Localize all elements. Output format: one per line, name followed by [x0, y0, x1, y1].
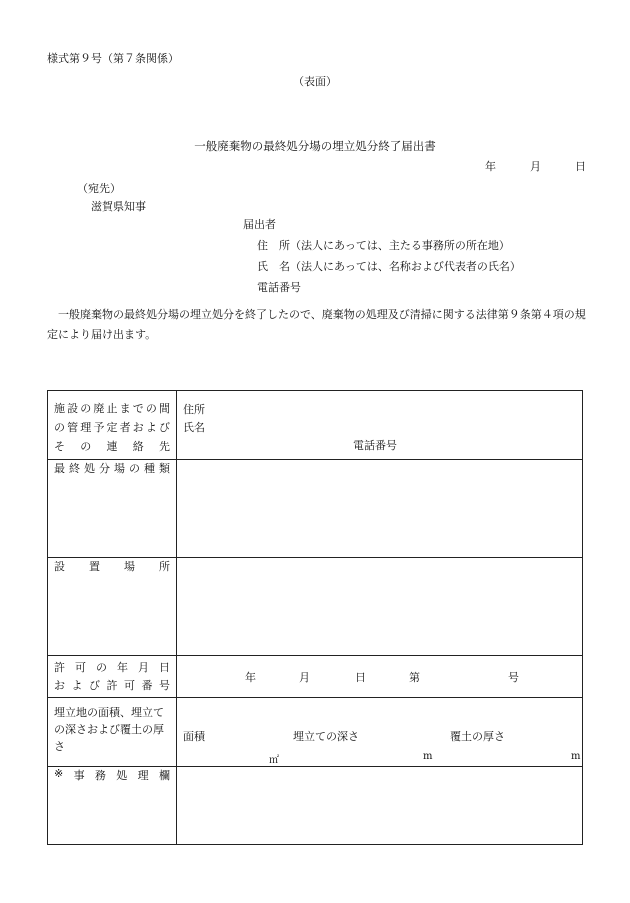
- label-permit: [48, 656, 177, 698]
- form-number: 様式第９号（第７条関係）: [47, 52, 179, 65]
- date-year: 年: [485, 160, 496, 173]
- contact-name-label: 氏名: [183, 421, 205, 434]
- label-line: そ の 連 絡 先: [54, 440, 170, 453]
- addressee-prefix: （宛先）: [77, 182, 121, 195]
- cover-unit: m: [571, 751, 581, 762]
- permit-day: 日: [355, 671, 366, 684]
- permit-year: 年: [245, 671, 256, 684]
- row-permit: [48, 656, 583, 698]
- applicant-address-label: 住 所（法人にあっては、主たる事務所の所在地）: [257, 239, 510, 252]
- field-landfill-type[interactable]: [177, 460, 583, 558]
- notification-form-table: [47, 390, 583, 845]
- field-permit[interactable]: [177, 656, 583, 698]
- contact-address-label: 住所: [183, 403, 205, 416]
- label-caretaker-contact: [48, 391, 177, 460]
- document-title: 一般廃棄物の最終処分場の埋立処分終了届出書: [194, 139, 436, 153]
- permit-number-prefix: 第: [409, 671, 420, 684]
- permit-number-suffix: 号: [508, 671, 519, 684]
- label-line: 許 可 の 年 月 日: [54, 661, 170, 674]
- applicant-name-label: 氏 名（法人にあっては、名称および代表者の氏名）: [257, 260, 521, 273]
- addressee-governor: 滋賀県知事: [91, 200, 146, 213]
- label-landfill-type: [48, 460, 177, 558]
- label-location: [48, 558, 177, 656]
- area-label: 面積: [183, 730, 205, 743]
- contact-tel-label: 電話番号: [353, 439, 397, 452]
- label-line: 施 設 の 廃 止 ま で の 間: [54, 402, 170, 415]
- field-location[interactable]: [177, 558, 583, 656]
- row-caretaker-contact: [48, 391, 583, 460]
- submission-date: [485, 158, 586, 174]
- label-line: の 管 理 予 定 者 お よ び: [54, 421, 170, 434]
- row-office-use: [48, 767, 583, 845]
- depth-label: 埋立ての深さ: [293, 730, 359, 743]
- label-office-use: [48, 767, 177, 845]
- form-side-label: （表面）: [293, 75, 337, 88]
- field-caretaker-contact[interactable]: [177, 391, 583, 460]
- label-line: お よ び 許 可 番 号: [54, 679, 170, 692]
- field-office-use: [177, 767, 583, 845]
- label-landfill-dimensions: [48, 698, 177, 767]
- permit-month: 月: [299, 671, 310, 684]
- row-location: [48, 558, 583, 656]
- cover-thickness-label: 覆土の厚さ: [450, 730, 505, 743]
- label-line: 設 置 場 所: [54, 560, 170, 573]
- date-day: 日: [575, 160, 586, 173]
- label-line: ※ 事 務 処 理 欄: [54, 767, 170, 782]
- label-line: 最 終 処 分 場 の 種 類: [54, 462, 170, 475]
- row-landfill-dimensions: [48, 698, 583, 767]
- applicant-label: 届出者: [243, 218, 276, 231]
- field-landfill-dimensions[interactable]: [177, 698, 583, 767]
- label-line: の深さおよび覆土の厚: [54, 723, 164, 736]
- notification-statement: 一般廃棄物の最終処分場の埋立処分を終了したので、廃棄物の処理及び清掃に関する法律第９条第４項の規定により届け出ます。: [47, 308, 586, 341]
- applicant-tel-label: 電話番号: [257, 281, 301, 294]
- area-unit: ㎡: [269, 755, 279, 766]
- date-month: 月: [530, 160, 541, 173]
- label-line: 埋立地の面積、埋立て: [54, 706, 164, 719]
- label-line: さ: [54, 740, 65, 753]
- row-landfill-type: [48, 460, 583, 558]
- depth-unit: m: [423, 751, 433, 762]
